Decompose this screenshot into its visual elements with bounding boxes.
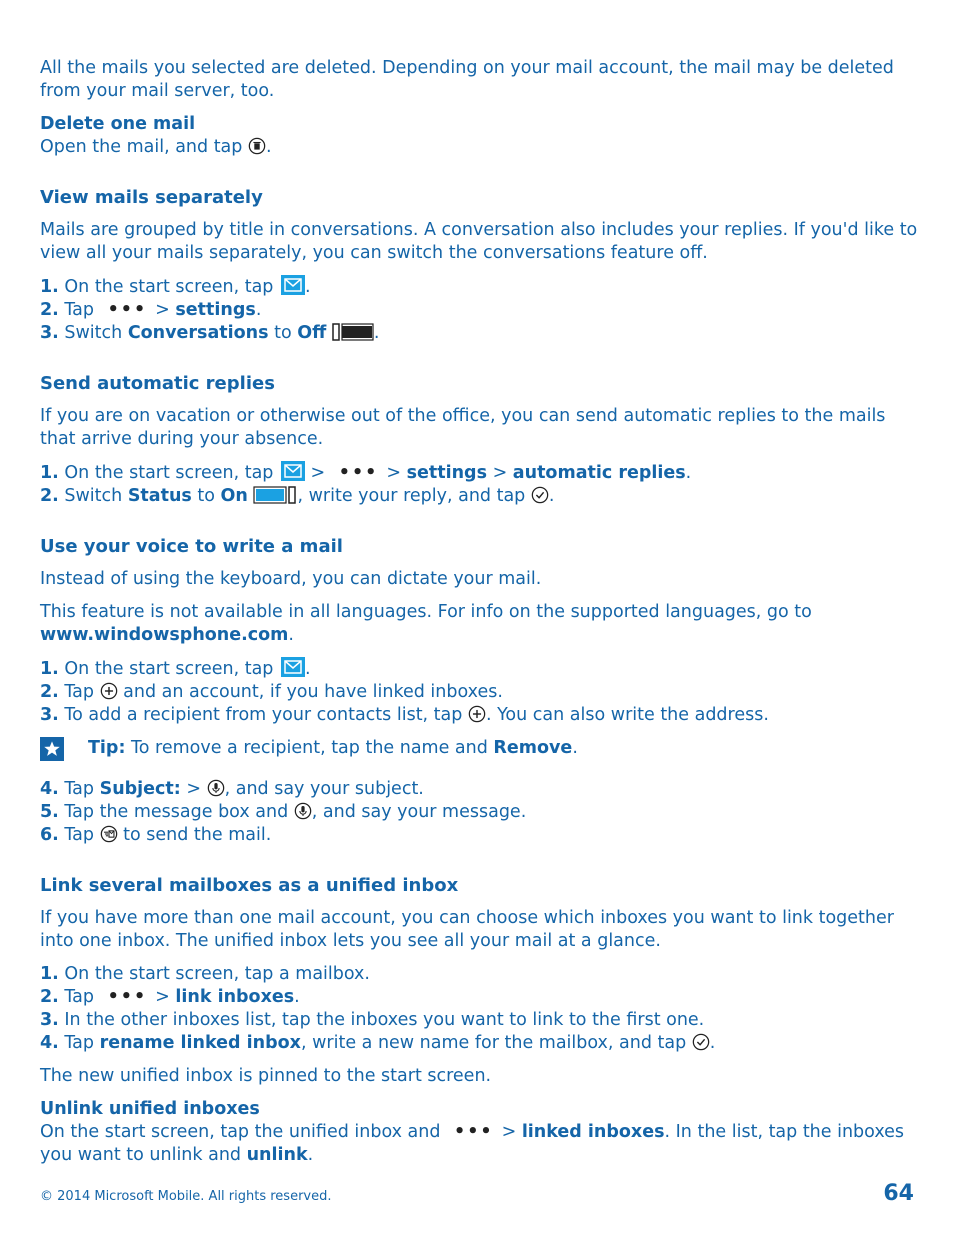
list-item <box>40 963 920 986</box>
list-item <box>40 704 920 727</box>
tip-label: Tip: <box>88 738 126 758</box>
list-item <box>40 681 920 704</box>
step-to: to <box>191 486 221 506</box>
view-separately-steps <box>40 275 920 345</box>
step-gt: > <box>501 1122 522 1142</box>
step-end: . <box>373 323 380 343</box>
step-number: 1. <box>40 659 59 679</box>
step-number: 2. <box>40 987 59 1007</box>
step-number: 3. <box>40 323 59 343</box>
step-text: Tap <box>58 987 100 1007</box>
step-text: On the start screen, tap a mailbox. <box>58 964 370 984</box>
voice-steps <box>40 657 920 727</box>
step-to: to <box>268 323 298 343</box>
step-text: Tap <box>58 825 100 845</box>
remove-label: Remove <box>493 738 573 758</box>
tip-box <box>40 737 920 761</box>
list-item <box>40 461 920 485</box>
delete-one-text-end: . <box>265 137 272 157</box>
more-dots-icon: ••• <box>454 1122 494 1142</box>
step-gt: > <box>180 779 207 799</box>
list-item <box>40 485 920 508</box>
page-number: 64 <box>883 1181 914 1206</box>
microphone-icon <box>207 779 225 797</box>
step-number: 2. <box>40 486 59 506</box>
step-end: . <box>685 463 692 483</box>
step-number: 3. <box>40 1010 59 1030</box>
step-gt: > <box>487 463 513 483</box>
step-number: 2. <box>40 300 59 320</box>
step-gt: > <box>155 300 176 320</box>
delete-one-text <box>40 136 920 159</box>
unlink-heading: Unlink unified inboxes <box>40 1099 260 1119</box>
list-item <box>40 1009 920 1032</box>
step-text: To add a recipient from your contacts list, tap <box>58 705 468 725</box>
step-text: On the start screen, tap <box>58 463 279 483</box>
add-icon <box>468 705 486 723</box>
step-text: On the start screen, tap <box>58 659 279 679</box>
step-text: Tap the message box and <box>58 802 294 822</box>
microphone-icon <box>294 802 312 820</box>
conversations-label: Conversations <box>127 323 269 343</box>
step-text: On the start screen, tap <box>58 277 279 297</box>
step-rest: , and say your message. <box>311 802 527 822</box>
auto-replies-heading: Send automatic replies <box>40 373 275 394</box>
step-text: Switch <box>58 323 128 343</box>
delete-icon <box>248 137 266 155</box>
step-gt: > <box>304 463 331 483</box>
more-dots-icon: ••• <box>107 300 148 320</box>
step-text: Tap <box>58 300 100 320</box>
unlink-text-b: . In the list, tap the inboxes you want to unlink and <box>40 1122 905 1165</box>
step-rest: and an account, if you have linked inboxes. <box>117 682 503 702</box>
tip-body: To remove a recipient, tap the name and <box>125 738 494 758</box>
status-label: Status <box>127 486 192 506</box>
link-end: . <box>288 625 294 645</box>
step-number: 1. <box>40 964 59 984</box>
step-text: In the other inboxes list, tap the inboxes you want to link to the first one. <box>58 1010 705 1030</box>
page-content <box>40 57 920 1167</box>
auto-replies-para: If you are on vacation or otherwise out of the office, you can send automatic replies to the mails that arrive during your absence. <box>40 406 886 449</box>
off-label: Off <box>297 323 327 343</box>
step-rest: , and say your subject. <box>224 779 424 799</box>
step-rest: , write a new name for the mailbox, and tap <box>300 1033 692 1053</box>
automatic-replies-link: automatic replies <box>512 463 686 483</box>
mail-tile-icon <box>281 275 305 295</box>
voice-para2-text: This feature is not available in all languages. For info on the supported languages, go to <box>40 602 812 622</box>
list-item <box>40 801 920 824</box>
link-several-para2: The new unified inbox is pinned to the start screen. <box>40 1066 492 1086</box>
list-item <box>40 824 920 847</box>
more-dots-icon: ••• <box>107 987 148 1007</box>
step-text: Switch <box>58 486 128 506</box>
step-end: . <box>548 486 555 506</box>
list-item <box>40 299 920 322</box>
windowsphone-link[interactable]: www.windowsphone.com <box>40 625 289 645</box>
step-gt: > <box>386 463 407 483</box>
delete-one-heading: Delete one mail <box>40 114 196 134</box>
voice-steps-cont <box>40 778 920 847</box>
footer-copyright: © 2014 Microsoft Mobile. All rights reserved. <box>40 1189 332 1204</box>
link-several-steps <box>40 963 920 1055</box>
step-rest: . You can also write the address. <box>485 705 769 725</box>
step-rest: , write your reply, and tap <box>297 486 531 506</box>
mail-tile-icon <box>281 657 305 677</box>
link-several-heading: Link several mailboxes as a unified inbox <box>40 875 459 896</box>
voice-para2 <box>40 601 920 647</box>
view-separately-heading: View mails separately <box>40 187 263 208</box>
step-text: Tap <box>58 682 100 702</box>
step-text: Tap <box>58 779 100 799</box>
settings-link: settings <box>175 300 256 320</box>
step-end: . <box>255 300 262 320</box>
unlink-text-a: On the start screen, tap the unified inbox and <box>40 1122 447 1142</box>
check-icon <box>692 1033 710 1051</box>
linked-inboxes-link: linked inboxes <box>521 1122 665 1142</box>
add-icon <box>100 682 118 700</box>
list-item <box>40 275 920 299</box>
delete-one-text-a: Open the mail, and tap <box>40 137 248 157</box>
view-separately-para: Mails are grouped by title in conversations. A conversation also includes your replies. If you'd like to view all your mails separately, you can switch the conversations feature off. <box>40 220 918 263</box>
more-dots-icon: ••• <box>338 463 379 483</box>
list-item <box>40 322 920 345</box>
tip-text <box>88 737 578 760</box>
delete-one-section <box>40 113 920 159</box>
voice-heading: Use your voice to write a mail <box>40 536 343 557</box>
unlink-section <box>40 1098 920 1167</box>
step-text: Tap <box>58 1033 100 1053</box>
unlink-end: . <box>307 1145 314 1165</box>
unlink-text <box>40 1121 920 1167</box>
settings-link: settings <box>406 463 487 483</box>
step-number: 4. <box>40 1033 59 1053</box>
step-number: 1. <box>40 277 59 297</box>
step-gt: > <box>155 987 176 1007</box>
step-number: 5. <box>40 802 59 822</box>
step-end: . <box>304 659 311 679</box>
auto-replies-steps <box>40 461 920 508</box>
subject-label: Subject: <box>99 779 181 799</box>
send-icon <box>100 825 118 843</box>
step-end: . <box>304 277 311 297</box>
on-label: On <box>220 486 248 506</box>
list-item <box>40 778 920 801</box>
list-item <box>40 657 920 681</box>
step-end: . <box>709 1033 716 1053</box>
step-number: 6. <box>40 825 59 845</box>
step-rest: to send the mail. <box>117 825 272 845</box>
step-number: 4. <box>40 779 59 799</box>
unlink-label: unlink <box>246 1145 308 1165</box>
list-item <box>40 1032 920 1055</box>
toggle-off-icon <box>332 323 374 341</box>
link-several-para: If you have more than one mail account, you can choose which inboxes you want to link together into one inbox. The unified inbox lets you see all your mail at a glance. <box>40 908 894 951</box>
intro-paragraph: All the mails you selected are deleted. Depending on your mail account, the mail may be deleted from your mail server, too. <box>40 58 894 101</box>
list-item <box>40 986 920 1009</box>
step-number: 3. <box>40 705 59 725</box>
step-end: . <box>294 987 300 1007</box>
check-icon <box>531 486 549 504</box>
rename-linked-inbox-label: rename linked inbox <box>99 1033 301 1053</box>
star-tip-icon <box>40 737 64 761</box>
toggle-on-icon <box>253 486 297 504</box>
mail-tile-icon <box>281 461 305 481</box>
link-inboxes-link: link inboxes <box>175 987 295 1007</box>
voice-para1: Instead of using the keyboard, you can dictate your mail. <box>40 569 542 589</box>
tip-end: . <box>572 738 578 758</box>
step-number: 1. <box>40 463 59 483</box>
step-number: 2. <box>40 682 59 702</box>
